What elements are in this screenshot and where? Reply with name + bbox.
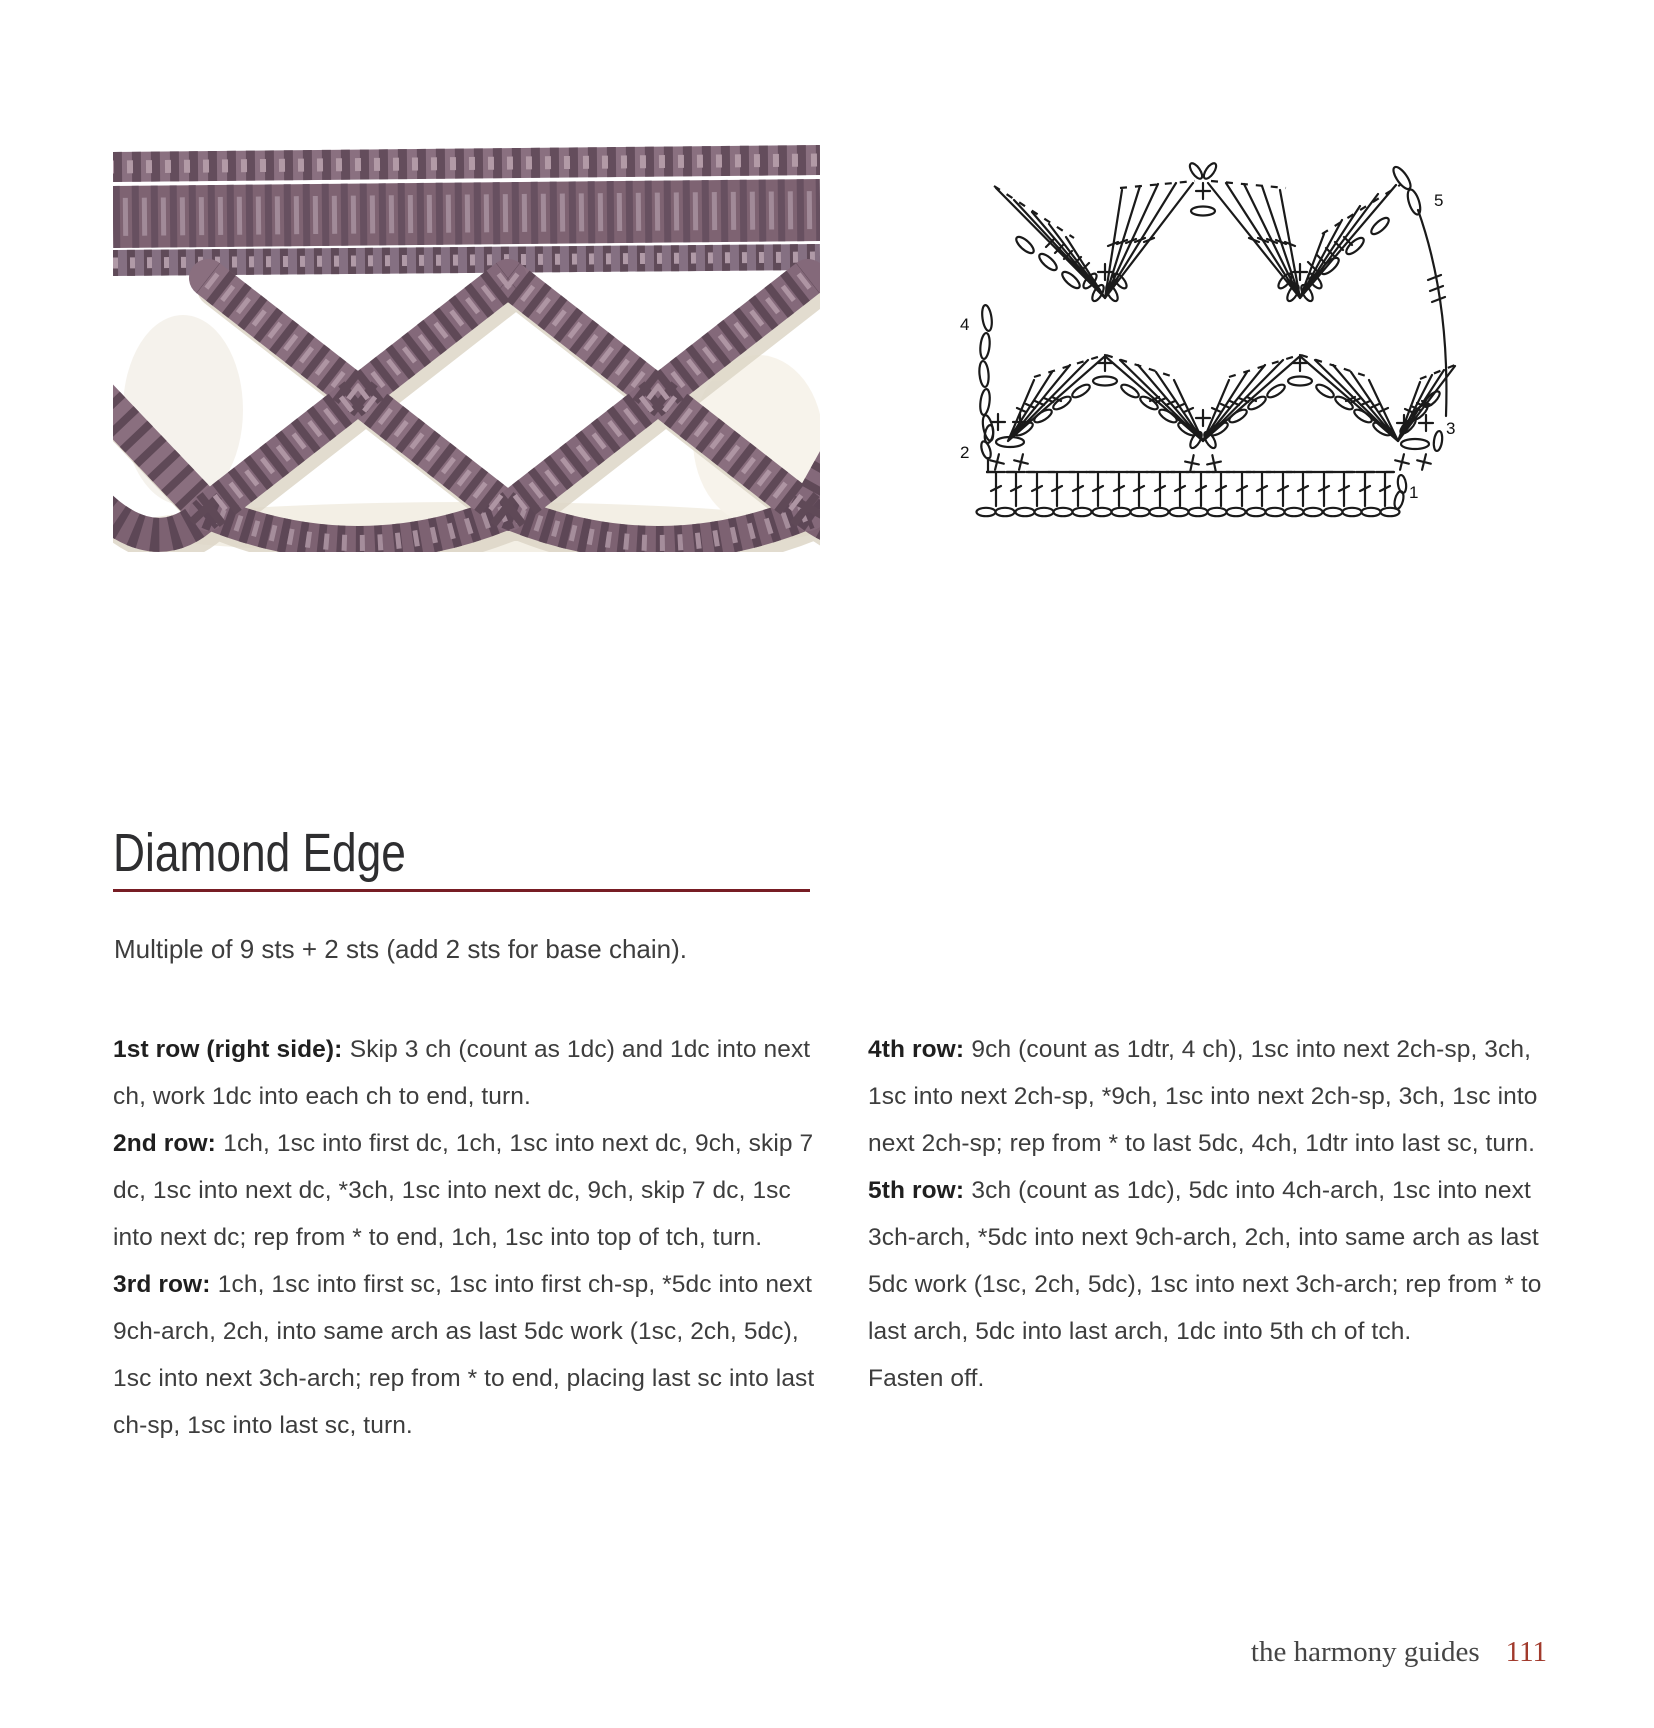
multiple-note: Multiple of 9 sts + 2 sts (add 2 sts for base chain). [114, 934, 687, 964]
page-title: Diamond Edge [113, 823, 406, 883]
row-3-label: 3rd row: [113, 1271, 211, 1298]
row-3-text: 1ch, 1sc into first sc, 1sc into first ch-sp, *5dc into next 9ch-arch, 2ch, into same arch as last 5dc work (1sc, 2ch, 5dc), 1sc into next 3ch-arch; rep from * to end, placing last sc into last ch-sp, 1sc into last sc, turn. [113, 1271, 815, 1439]
swatch-photo [113, 140, 820, 552]
row-1-text: Skip 3 ch (count as 1dc) and 1dc into next ch, work 1dc into each ch to end, turn. [113, 1036, 811, 1110]
row-4-instruction [868, 1026, 1568, 1167]
row-label-5: 5 [1434, 191, 1444, 210]
instructions-column-left [113, 1026, 819, 1449]
row-2-label: 2nd row: [113, 1130, 216, 1157]
instructions-column-right [868, 1026, 1568, 1402]
title-rule [113, 889, 810, 892]
row-5-label: 5th row: [868, 1177, 965, 1204]
row-1-label: 1st row (right side): [113, 1036, 343, 1063]
chart-row5-fans [994, 161, 1423, 298]
row-label-3: 3 [1446, 419, 1456, 438]
row-1-instruction [113, 1026, 819, 1120]
row-label-2: 2 [960, 443, 970, 462]
row-4-text: 9ch (count as 1dtr, 4 ch), 1sc into next 2ch-sp, 3ch, 1sc into next 2ch-sp, *9ch, 1sc into next 2ch-sp, 3ch, 1sc into next 2ch-sp; rep from * to last 5dc, 4ch, 1dtr into last sc, turn. [868, 1036, 1538, 1157]
row-label-4: 4 [960, 315, 970, 334]
chart-row1-dc [986, 458, 1394, 506]
row-3-instruction [113, 1261, 819, 1449]
page-footer [1251, 1636, 1547, 1669]
crochet-chart-graphic [950, 150, 1460, 540]
fasten-off-note [868, 1355, 1568, 1402]
chart-row3-fans [1008, 355, 1455, 441]
row-5-text: 3ch (count as 1dc), 5dc into 4ch-arch, 1sc into next 3ch-arch, *5dc into next 9ch-arch, 2ch, into same arch as last 5dc work (1sc, 2ch, 5dc), 1sc into next 3ch-arch; rep from * to last arch, 5dc into last arch, 1dc into 5th ch of tch. [868, 1177, 1542, 1345]
row-label-1: 1 [1409, 483, 1419, 502]
row-4-label: 4th row: [868, 1036, 965, 1063]
swatch-photo-graphic [113, 140, 820, 552]
book-title: the harmony guides [1250, 1636, 1480, 1668]
fasten-off-text: Fasten off. [868, 1365, 985, 1392]
chart-row-numbers [960, 191, 1455, 502]
page-number: 111 [1505, 1636, 1547, 1668]
chart-base-chain [977, 475, 1408, 517]
row-2-instruction [113, 1120, 819, 1261]
row-5-instruction [868, 1167, 1568, 1355]
crochet-chart [950, 150, 1460, 540]
row-2-text: 1ch, 1sc into first dc, 1ch, 1sc into next dc, 9ch, skip 7 dc, 1sc into next dc, *3ch, 1sc into next dc, 9ch, skip 7 dc, 1sc into next dc; rep from * to end, 1ch, 1sc into top of tch, turn. [113, 1130, 814, 1251]
